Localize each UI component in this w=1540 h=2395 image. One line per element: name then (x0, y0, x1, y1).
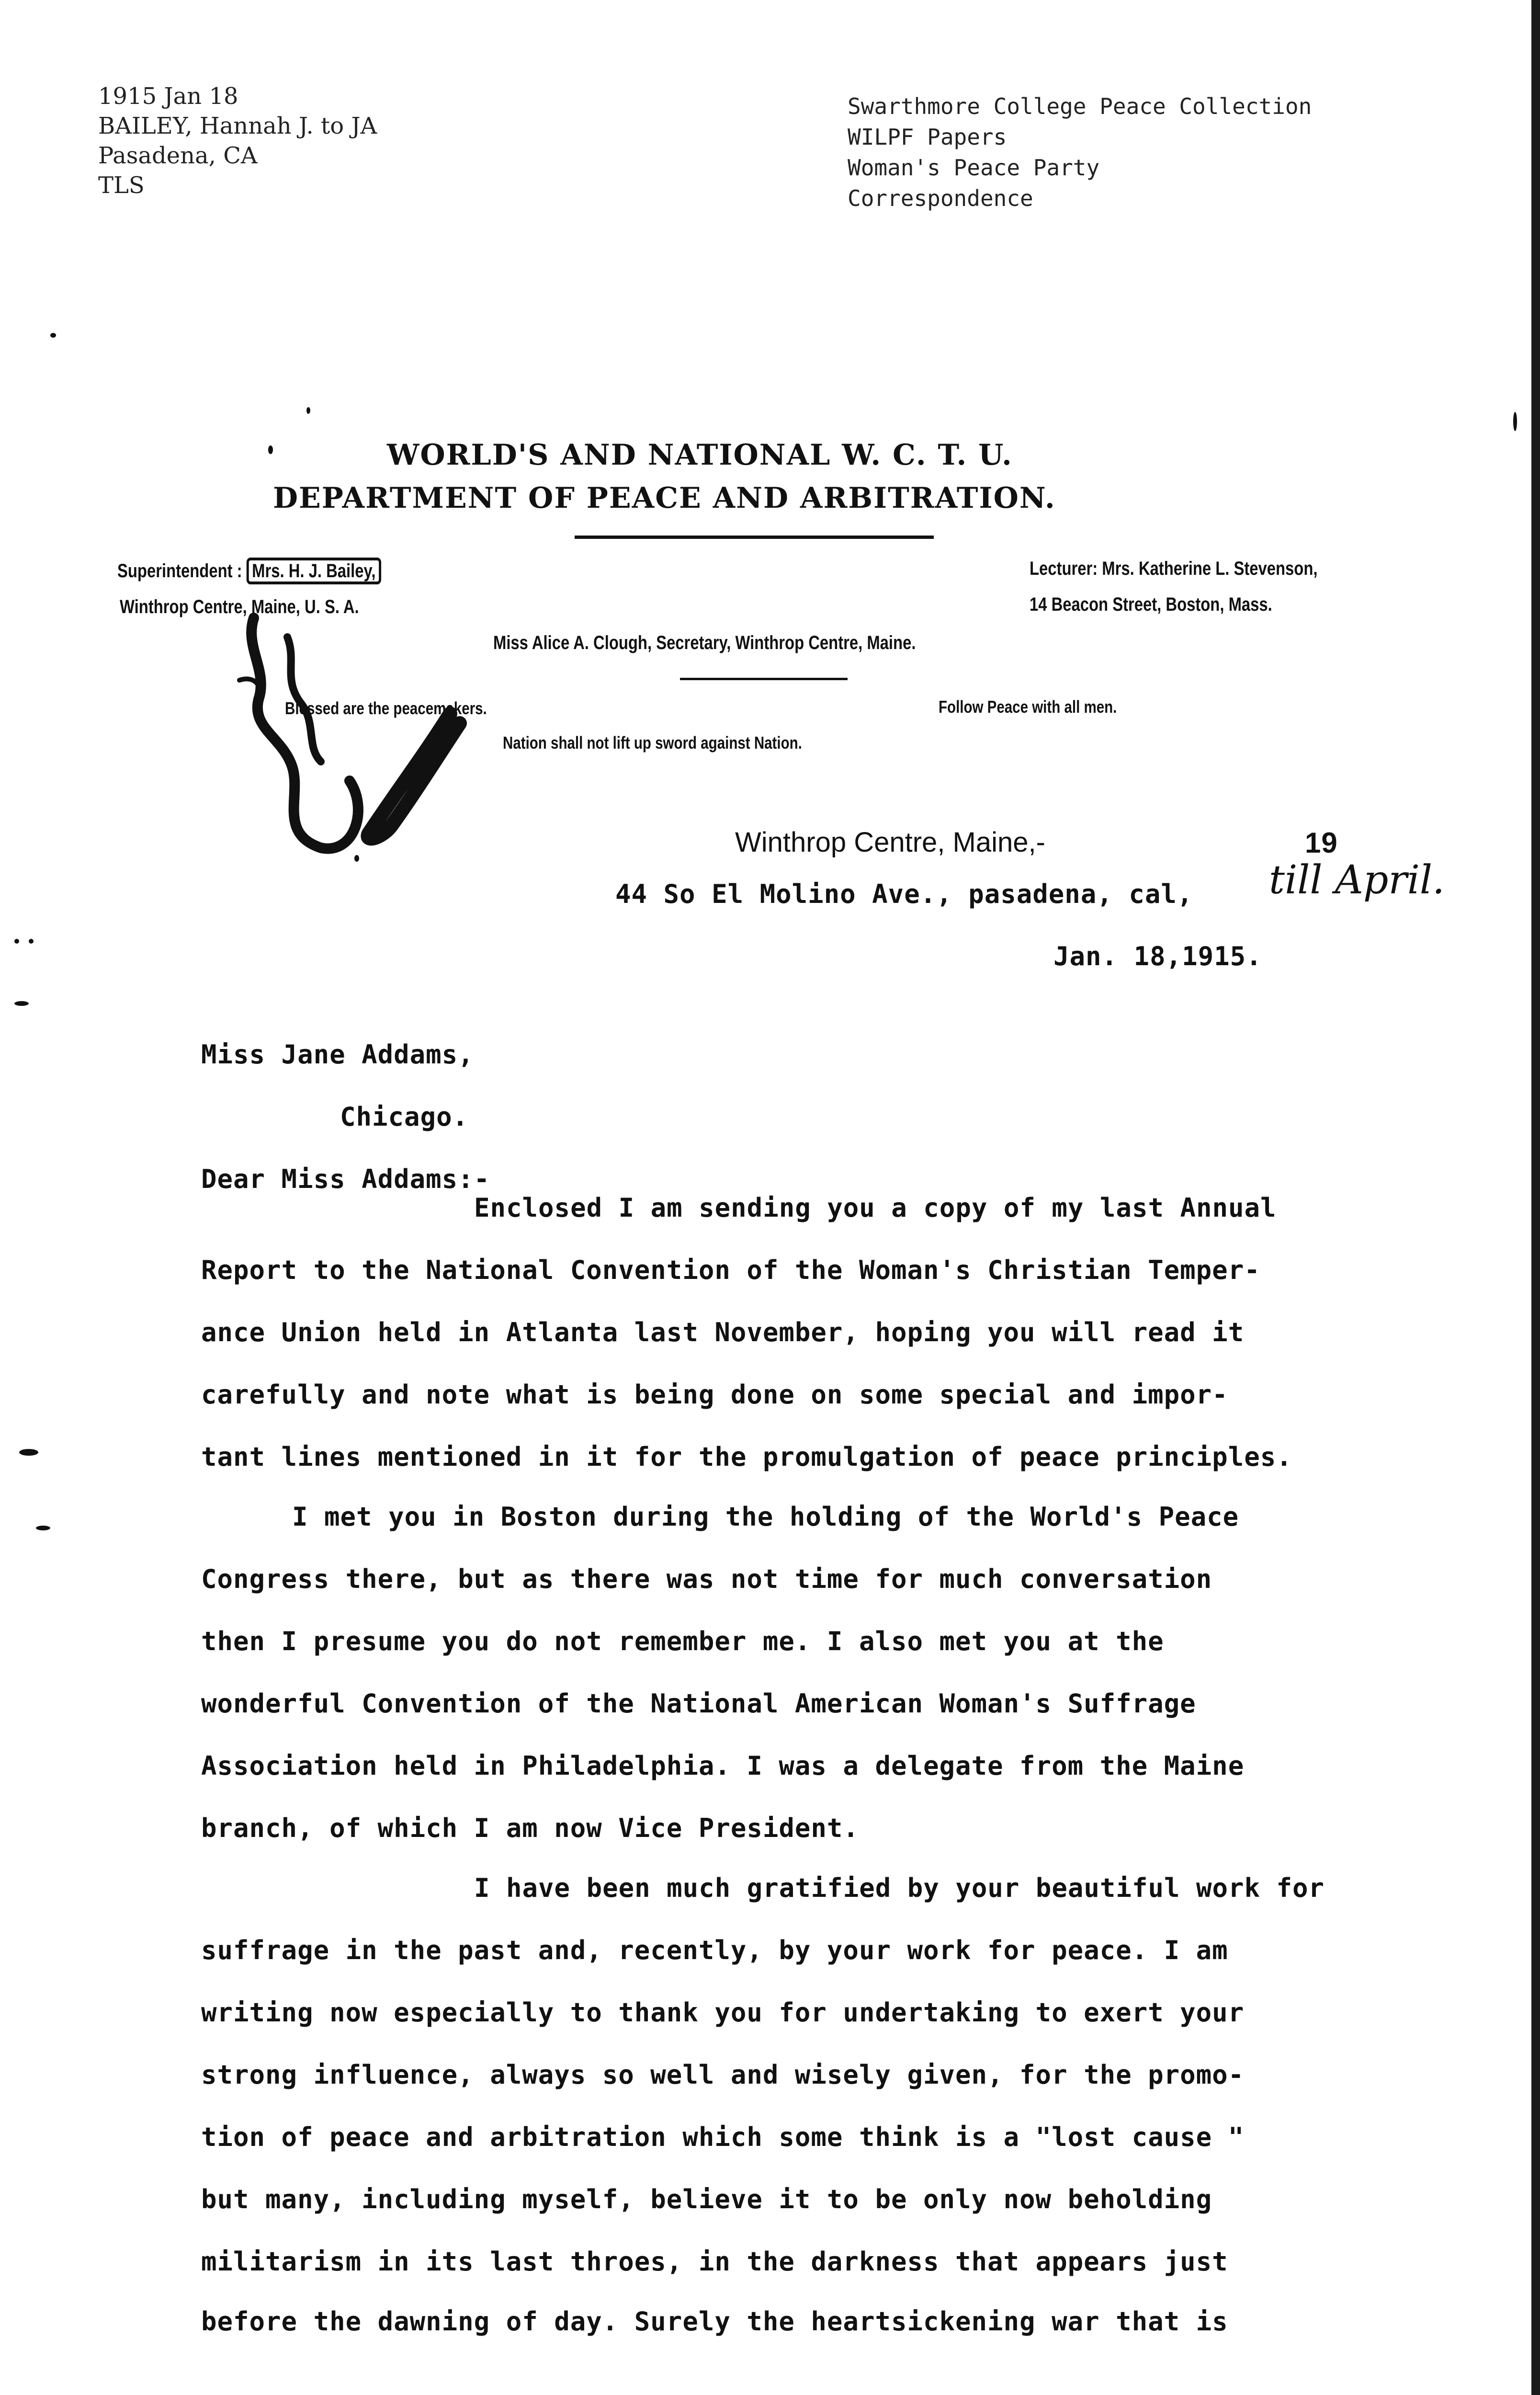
body-line: Enclosed I am sending you a copy of my last Annual (474, 1193, 1277, 1223)
body-line: militarism in its last throes, in the darkness that appears just (201, 2247, 1228, 2277)
scan-speck (306, 407, 310, 414)
motto-nation: Nation shall not lift up sword against Nation. (503, 733, 802, 753)
archive-metadata-left (98, 81, 377, 200)
body-line: tion of peace and arbitration which some think is a "lost cause " (201, 2122, 1245, 2152)
scan-speck (14, 939, 19, 944)
scan-speck (19, 1449, 38, 1456)
archive-collection: Swarthmore College Peace Collection (848, 93, 1312, 119)
body-line: before the dawning of day. Surely the heartsickening war that is (201, 2306, 1228, 2337)
body-line: strong influence, always so well and wisely given, for the promo- (201, 2060, 1245, 2090)
body-line: but many, including myself, believe it to be only now beholding (201, 2184, 1212, 2214)
letter-date: Jan. 18,1915. (1053, 941, 1262, 971)
body-line: Report to the National Convention of the Woman's Christian Temper- (201, 1255, 1260, 1285)
lecturer-name: Lecturer: Mrs. Katherine L. Stevenson, (1030, 558, 1318, 579)
superintendent-address: Winthrop Centre, Maine, U. S. A. (120, 596, 359, 617)
archive-subseries: Correspondence (848, 185, 1033, 211)
secretary-line: Miss Alice A. Clough, Secretary, Winthrop Centre, Maine. (493, 632, 916, 653)
archive-papers: WILPF Papers (848, 124, 1007, 150)
body-line: carefully and note what is being done on some special and impor- (201, 1380, 1228, 1410)
lecturer-address: 14 Beacon Street, Boston, Mass. (1030, 594, 1272, 615)
archive-format: TLS (98, 172, 145, 199)
body-line: I have been much gratified by your beautiful work for (474, 1873, 1325, 1903)
body-line: tant lines mentioned in it for the promulgation of peace principles. (201, 1442, 1292, 1472)
recipient-city: Chicago. (340, 1102, 469, 1132)
scan-speck (29, 939, 34, 944)
body-line: writing now especially to thank you for undertaking to exert your (201, 1997, 1245, 2028)
body-line: wonderful Convention of the National American Woman's Suffrage (201, 1688, 1196, 1719)
scan-edge-right (1531, 0, 1540, 2395)
body-line: suffrage in the past and, recently, by your work for peace. I am (201, 1935, 1228, 1965)
sender-address: 44 So El Molino Ave., pasadena, cal, (615, 879, 1193, 909)
ink-signature-mark (225, 608, 522, 857)
scan-speck (268, 445, 273, 454)
scan-speck (50, 333, 56, 338)
superintendent-label: Superintendent : (117, 560, 242, 582)
printed-place: Winthrop Centre, Maine,- (735, 827, 1045, 858)
body-line: Congress there, but as there was not time for much conversation (201, 1564, 1212, 1594)
letterhead-title: WORLD'S AND NATIONAL W. C. T. U. (387, 438, 1013, 472)
body-line: branch, of which I am now Vice President. (201, 1813, 859, 1843)
archive-series: Woman's Peace Party (848, 155, 1100, 181)
salutation: Dear Miss Addams:- (201, 1164, 490, 1194)
motto-follow-peace: Follow Peace with all men. (939, 697, 1117, 717)
scan-speck (36, 1526, 50, 1530)
archive-date: 1915 Jan 18 (98, 83, 238, 110)
body-line: Association held in Philadelphia. I was a delegate from the Maine (201, 1751, 1245, 1781)
body-line: ance Union held in Atlanta last November, hoping you will read it (201, 1317, 1245, 1347)
letterhead-subtitle: DEPARTMENT OF PEACE AND ARBITRATION. (273, 481, 1056, 515)
archive-metadata-right (848, 91, 1312, 214)
scan-speck (1513, 412, 1517, 431)
recipient-name: Miss Jane Addams, (201, 1039, 474, 1070)
archive-location: Pasadena, CA (98, 142, 258, 169)
scan-speck (354, 855, 359, 862)
printed-year: 19 (1305, 827, 1338, 859)
motto-peacemakers: Blessed are the peacemakers. (285, 698, 487, 718)
superintendent-line (117, 560, 381, 582)
letterhead-divider (575, 536, 934, 539)
scan-speck (14, 1001, 29, 1006)
letterhead-divider-small (680, 678, 848, 680)
archive-correspondents: BAILEY, Hannah J. to JA (98, 113, 377, 139)
body-line: I met you in Boston during the holding of the World's Peace (292, 1502, 1239, 1532)
superintendent-name: Mrs. H. J. Bailey, (247, 558, 381, 584)
handwritten-annotation: till April. (1269, 857, 1445, 903)
body-line: then I presume you do not remember me. I also met you at the (201, 1626, 1164, 1656)
